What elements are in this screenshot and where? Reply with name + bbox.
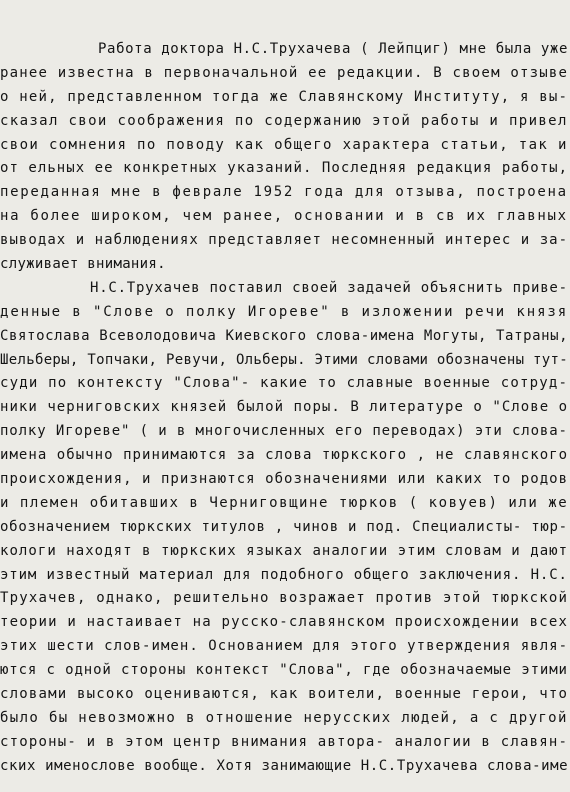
- text-line: переданная мне в феврале 1952 года для отзыва, построена: [0, 184, 568, 201]
- text-line: этим известный материал для подобного общего заключения. Н.С.: [0, 566, 568, 583]
- text-line: ских именослове вообще. Хотя занимающие Н.С.Трухачева слова-име: [0, 757, 569, 774]
- text-line: о ней, представленном тогда же Славянскому Институту, я вы-: [0, 88, 569, 105]
- text-line: выводах и наблюдениях представляет несомненный интерес и за-: [0, 232, 569, 249]
- text-line: ются с одной стороны контекст "Слова", где обозначаемые этими: [0, 662, 568, 679]
- text-line: имена обычно принимаются за слова тюркского , не славянского: [0, 447, 569, 464]
- text-line: на более широком, чем ранее, основании и в св их главных: [0, 208, 568, 225]
- text-line: Н.С.Трухачев поставил своей задачей объяснить приве-: [90, 279, 568, 296]
- text-line: Шельберы, Топчаки, Ревучи, Ольберы. Этими словами обозначены тут-: [0, 351, 569, 368]
- text-line: ники черниговских князей былой поры. В литературе о "Слове о: [0, 399, 569, 416]
- text-line: Трухачев, однако, решительно возражает против этой тюркской: [0, 590, 569, 607]
- text-line: происхождения, и признаются обозначениями или каких то родов: [0, 471, 569, 488]
- text-line: денные в "Слове о полку Игореве" в изложении речи князя: [0, 303, 569, 320]
- text-line: свои сомнения по поводу как общего характера статьи, так и: [0, 136, 568, 153]
- text-line: обозначением тюркских титулов , чинов и под. Специалисты- тюр-: [0, 518, 568, 535]
- typewritten-text: [0, 38, 570, 779]
- text-line: стороны- и в этом центр внимания автора- аналогии в славян-: [0, 733, 569, 750]
- text-line: ранее известна в первоначальной ее редакции. В своем отзыве: [0, 64, 569, 81]
- text-line: служивает внимания.: [0, 256, 166, 273]
- text-line: этих шести слов-имен. Основанием для этого утверждения явля-: [0, 638, 569, 655]
- text-line: суди по контексту "Слова"- какие то славные военные сотруд-: [0, 375, 569, 392]
- text-line: и племен обитавших в Черниговщине тюрков ( ковуев) или же: [0, 494, 569, 511]
- text-line: сказал свои соображения по содержанию этой работы и привел: [0, 112, 568, 129]
- text-line: было бы невозможно в отношение нерусских людей, а с другой: [0, 709, 568, 726]
- text-line: словами высоко оцениваются, как воители, военные герои, что: [0, 686, 569, 703]
- text-line: теории и настаивает на русско-славянском происхождении всех: [0, 614, 569, 631]
- text-line: Работа доктора Н.С.Трухачева ( Лейпциг) мне была уже: [98, 41, 569, 57]
- text-line: кологи находят в тюркских языках аналогии этим словам и дают: [0, 542, 569, 559]
- text-line: от ельных ее конкретных указаний. Последняя редакция работы,: [0, 160, 569, 177]
- text-line: Святослава Всеволодовича Киевского слова-имена Могуты, Татраны,: [0, 327, 569, 344]
- text-line: полку Игореве" ( и в многочисленных его переводах) эти слова-: [0, 423, 568, 440]
